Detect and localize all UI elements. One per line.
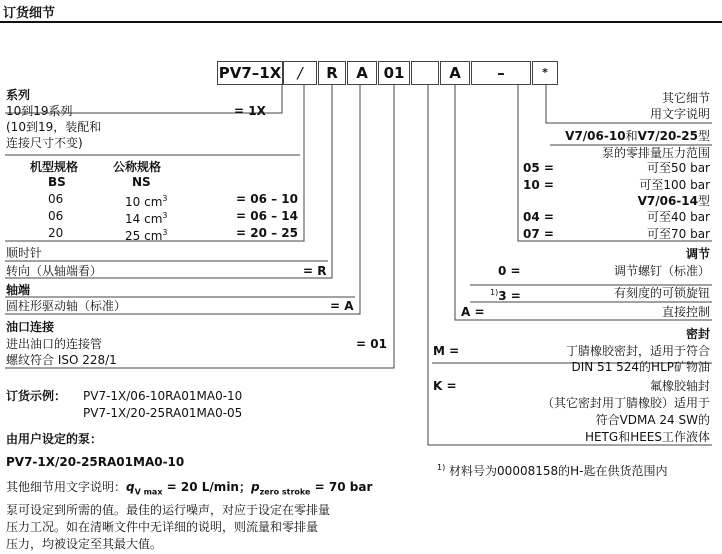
shaft-heading: 轴端	[6, 283, 31, 297]
code-box-adjust: A	[440, 61, 470, 85]
pressure-row-text: 可至100 bar	[639, 178, 710, 192]
seal-k-line1: 氟橡胶轴封	[649, 379, 710, 393]
seal-k-code: K =	[433, 379, 457, 393]
series-line2: (10到19，装配和	[6, 120, 102, 134]
footnote: $^{1)}$ 材料号为00008158的H-匙在供货范围内	[437, 463, 668, 478]
rotation-line1: 顺时针	[6, 246, 43, 260]
series-code: = 1X	[234, 104, 266, 118]
adjust-row-code: A =	[461, 305, 485, 319]
rotation-code: = R	[303, 264, 327, 278]
seal-heading: 密封	[685, 327, 710, 341]
pressure-heading2: 泵的零排量压力范围	[601, 146, 710, 160]
seal-m-line1: 丁腈橡胶密封，适用于符合	[565, 344, 710, 358]
size-row-ns: 25 $cm^3$	[125, 228, 168, 243]
adjust-heading: 调节	[685, 247, 710, 261]
size-row-bs: 06	[48, 209, 64, 223]
pressure-row-text: 可至50 bar	[647, 161, 710, 175]
port-line2: 螺纹符合 ISO 228/1	[6, 353, 117, 367]
code-box-pressure: –	[471, 61, 531, 85]
code-box-shaft: A	[347, 61, 377, 85]
other-line1: 其它细节	[661, 91, 710, 105]
code-box-rotation: R	[318, 61, 346, 85]
adjust-row-code: 0 =	[498, 264, 521, 278]
pressure-row-code: 10 =	[523, 178, 554, 192]
code-box-other: *	[532, 61, 558, 85]
size-row-bs: 20	[48, 226, 64, 240]
rotation-line2: 转向（从轴端看）	[6, 264, 103, 278]
port-heading: 油口连接	[6, 320, 55, 334]
code-box-series: PV7–1X	[217, 61, 283, 85]
port-code: = 01	[356, 337, 387, 351]
seal-m-line2: DIN 51 524的HLP矿物油	[571, 360, 710, 374]
series-line1: 10到19系列	[6, 104, 73, 118]
pressure-heading: V7/06-10和V7/20-25型	[565, 129, 710, 143]
pressure-row-text: 可至40 bar	[647, 210, 710, 224]
size-row-code: = 06 – 14	[236, 209, 298, 223]
code-box-seal	[411, 61, 439, 85]
shaft-line1: 圆柱形驱动轴（标准）	[6, 299, 127, 313]
size-col1-heading: 机型规格	[30, 160, 79, 174]
size-col1-sub: BS	[48, 175, 66, 189]
example-line1: PV7-1X/06-10RA01MA0-10	[83, 389, 243, 403]
other-line2: 用文字说明	[649, 107, 710, 121]
code-box-port: 01	[378, 61, 410, 85]
size-col2-sub: NS	[132, 175, 151, 189]
pressure-row-code: 07 =	[523, 227, 554, 241]
seal-k-line2: （其它密封用丁腈橡胶）适用于	[541, 396, 710, 410]
user-pump-para3: 压力，均被设定至其最大值。	[6, 537, 163, 551]
user-pump-para2: 压力工况。如在清晰文件中无详细的说明，则流量和零排量	[6, 520, 319, 534]
adjust-row-text: 直接控制	[661, 305, 710, 319]
pressure-row-code: 04 =	[523, 210, 554, 224]
seal-k-line4: HETG和HEES工作液体	[584, 430, 710, 444]
series-heading: 系列	[6, 88, 31, 102]
adjust-row-text: 有刻度的可锁旋钮	[613, 286, 710, 300]
adjust-row-code: $^{1)}$3 =	[490, 288, 521, 303]
seal-k-line3: 符合VDMA 24 SW的	[595, 413, 710, 427]
code-box-size: /	[283, 61, 317, 85]
pressure-row-text: 可至70 bar	[647, 227, 710, 241]
size-col2-heading: 公称规格	[113, 160, 162, 174]
seal-m-code: M =	[433, 344, 460, 358]
series-line3: 连接尺寸不变)	[6, 136, 83, 150]
pressure-row-code: 05 =	[523, 161, 554, 175]
size-row-code: = 20 – 25	[236, 226, 298, 240]
size-row-ns: 10 $cm^3$	[125, 194, 168, 209]
user-pump-spec: 其他细节用文字说明：$q_{V max} = 20$ L/min；$p_{zero stroke} = 70$ bar	[6, 480, 373, 497]
port-line1: 进出油口的连接管	[6, 337, 103, 351]
user-pump-model: PV7-1X/20-25RA01MA0-10	[6, 455, 185, 469]
user-pump-para1: 泵可设定到所需的值。最佳的运行噪声，对应于设定在零排量	[6, 503, 331, 517]
adjust-row-text: 调节螺钉（标准）	[613, 264, 710, 278]
pressure-heading3: V7/06-14型	[637, 194, 710, 208]
size-row-bs: 06	[48, 192, 64, 206]
section-title: 订货细节	[3, 6, 56, 21]
user-pump-heading: 由用户设定的泵：	[6, 432, 103, 446]
shaft-code: = A	[330, 299, 354, 313]
example-label: 订货示例：	[6, 389, 67, 403]
size-row-ns: 14 $cm^3$	[125, 211, 168, 226]
size-row-code: = 06 – 10	[236, 192, 298, 206]
example-line2: PV7-1X/20-25RA01MA0-05	[83, 406, 243, 420]
